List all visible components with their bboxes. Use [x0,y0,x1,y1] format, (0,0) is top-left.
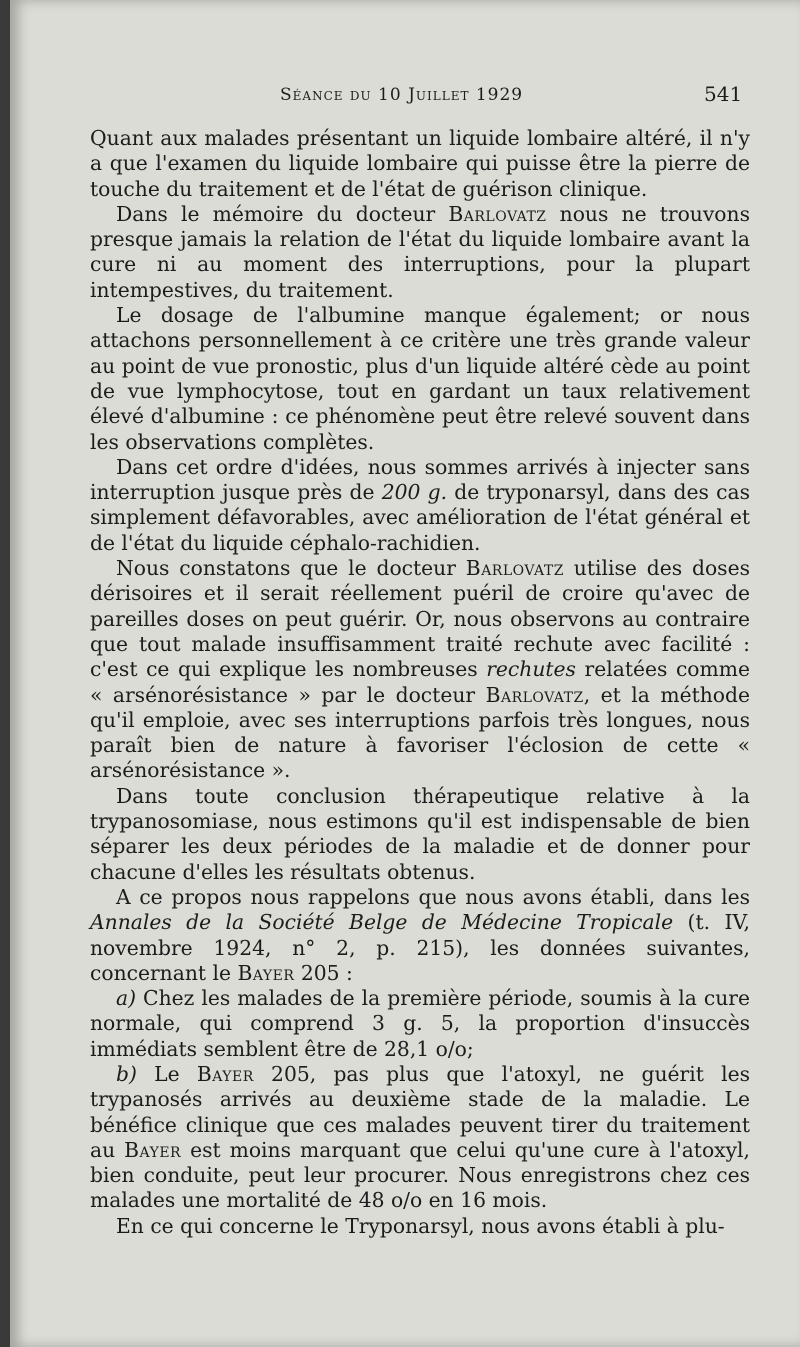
paragraph-7-text-cont: (t. IV, novembre 1924, n° 2, p. 215), les données suivantes, concernant le [90,910,750,985]
paragraph-6-text: Dans toute conclusion thérapeutique relative à la trypanosomiase, nous estimons qu'il est indispensable de bien séparer les deux périodes de la maladie et de donner pour chacune d'elles les résultats obtenus. [90,783,750,884]
paragraph-8-text: Chez les malades de la première période, soumis à la cure normale, qui comprend 3 g. 5, la proportion d'insuccès immédiats semblent être de 28,1 o/o; [90,986,750,1061]
emphasis-rechutes: rechutes [486,657,576,682]
paragraph-9-text: Le [136,1061,197,1086]
paragraph-8 [90,986,750,1062]
paragraph-10-text: En ce qui concerne le Tryponarsyl, nous avons établi à plu- [116,1213,725,1238]
paragraph-2-text: Dans le mémoire du docteur [116,201,449,226]
paragraph-5-text: Nous constatons que le docteur [116,556,466,581]
body-text [90,126,750,1239]
paragraph-2 [90,202,750,303]
paragraph-4-text-cont: de tryponarsyl, dans des cas simplement défavorables, avec amélioration de l'état général et de l'état du liquide céphalo-rachidien. [90,480,750,555]
page-header [10,82,800,112]
paragraph-5 [90,556,750,784]
drug-name: Bayer [237,960,295,985]
list-label-a: a) [116,986,137,1011]
author-name: Barlovatz [465,556,564,581]
paragraph-9-text-cont2: est moins marquant que celui qu'une cure à l'atoxyl, bien conduite, peut leur procurer. Nous enregistrons chez ces malades une mortalité de 48 o/o en 16 mois. [90,1137,750,1213]
paragraph-2-text-cont: nous ne trouvons presque jamais la relation de l'état du liquide lombaire avant la cure ni au moment des interruptions, pour la plupart intempestives, du traitement. [90,201,750,302]
paragraph-3 [90,303,750,455]
paragraph-5-text-cont3: , et la méthode qu'il emploie, avec ses interruptions parfois très longues, nous paraît bien de nature à favoriser l'éclosion de cette « arsénorésistance ». [90,682,750,783]
paragraph-9-text-cont: 205, pas plus que l'atoxyl, ne guérit les trypanosés arrivés au deuxième stade de la maladie. Le bénéfice clinique que ces malades peuvent tirer du traitement au [90,1061,750,1162]
paragraph-7-text: A ce propos nous rappelons que nous avons établi, dans les [116,884,750,909]
list-label-b: b) [116,1061,137,1086]
paragraph-5-text-cont2: relatées comme « arsénorésistance » par le docteur [90,657,750,707]
paragraph-1 [90,126,750,202]
paragraph-4-text: Dans cet ordre d'idées, nous sommes arrivés à injecter sans interruption jusque près de [90,454,750,505]
journal-title: Annales de la Société Belge de Médecine Tropicale [90,910,674,935]
drug-name: Bayer [124,1137,182,1162]
page-number: 541 [704,82,743,106]
running-head: Séance du 10 Juillet 1929 [280,85,524,105]
paragraph-10 [90,1214,750,1239]
author-name: Barlovatz [485,682,584,707]
paragraph-4 [90,455,750,556]
paragraph-6 [90,784,750,885]
paragraph-3-text: Le dosage de l'albumine manque également; or nous attachons personnellement à ce critère une très grande valeur au point de vue pronostic, plus d'un liquide altéré cède au point de vue lymphocytose, tout en gardant un taux relativement élevé d'albumine : ce phénomène peut être relevé souvent dans les observations complètes. [90,303,750,454]
paragraph-9 [90,1062,750,1214]
paragraph-5-text-cont: utilise des doses dérisoires et il serait réellement puéril de croire qu'avec de pareilles doses on peut guérir. Or, nous observons au contraire que tout malade insuffisamment traité rechute avec facilité : c'est ce qui explique les nombreuses [90,556,750,682]
paragraph-7-text-cont2: 205 : [294,960,353,985]
drug-name: Bayer [196,1061,254,1086]
paragraph-1-text: Quant aux malades présentant un liquide lombaire altéré, il n'y a que l'examen du liquide lombaire qui puisse être la pierre de touche du traitement et de l'état de guérison clinique. [90,126,750,201]
book-page [10,0,800,1347]
dose-value: 200 g. [381,480,448,505]
paragraph-7 [90,885,750,986]
author-name: Barlovatz [448,201,547,226]
